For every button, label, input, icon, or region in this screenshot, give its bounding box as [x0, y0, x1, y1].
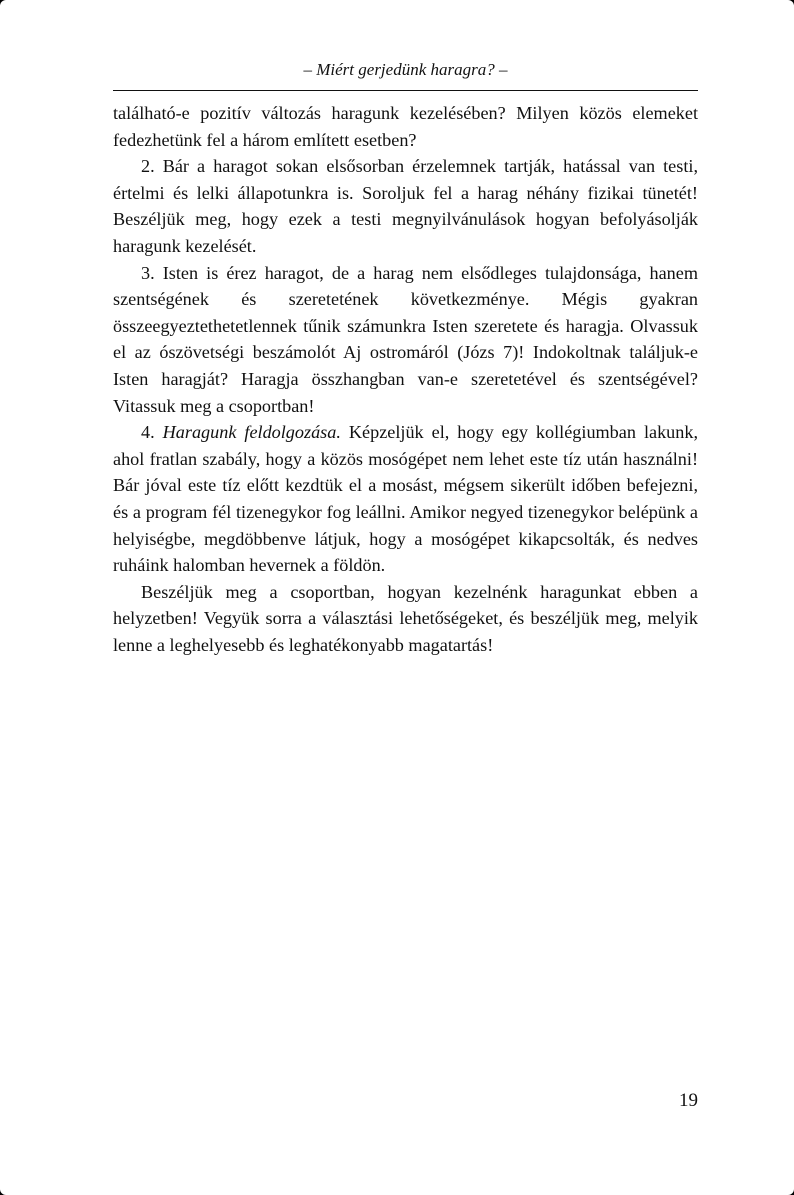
question-4-text: Képzeljük el, hogy egy kollégiumban lakunk, ahol fratlan szabály, hogy a közös mosógépet nem lehet este tíz után használni! Bár jóval este tíz előtt kezdtük el a mosást, mégsem sikerült időben befejezni, és a program fél tizenegykor fog leállni. Amikor negyed tizenegykor belépünk a helyiségbe, megdöbbenve látjuk, hogy a mosógépet kikapcsolták, és nedves ruháink halomban hevernek a földön. [113, 422, 698, 576]
paragraph-question-2: 2. Bár a haragot sokan elsősorban érzelemnek tartják, hatással van testi, értelmi és lelki állapotunkra is. Soroljuk fel a harag néhány fizikai tünetét! Beszéljük meg, hogy ezek a testi megnyilvánulások hogyan befolyásolják haragunk kezelését. [113, 156, 698, 256]
header-rule [113, 90, 698, 91]
running-head-title: – Miért gerjedünk haragra? – [303, 60, 508, 79]
paragraph-question-3: 3. Isten is érez haragot, de a harag nem elsődleges tulajdonsága, hanem szentségének és szeretetének következménye. Mégis gyakran összeegyeztethetetlennek tűnik számunkra Isten szeretete és haragja. Olvassuk el az ószövetségi beszámolót Aj ostromáról (Józs 7)! Indokoltnak találjuk-e Isten haragját? Haragja összhangban van-e szeretetével és szentségével? Vitassuk meg a csoportban! [113, 262, 698, 416]
paragraph-continuation: található-e pozitív változás haragunk kezelésében? Milyen közös elemeket fedezhetünk fel a három említett esetben? [113, 103, 698, 150]
paragraph-question-4 [113, 419, 698, 579]
question-4-title: Haragunk feldolgozása. [162, 422, 341, 443]
body-text [113, 100, 698, 658]
page-number: 19 [679, 1090, 698, 1111]
question-4-number: 4. [141, 422, 155, 443]
paragraph-discussion: Beszéljük meg a csoportban, hogyan kezelnénk haragunkat ebben a helyzetben! Vegyük sorra a választási lehetőségeket, és beszéljük meg, melyik lenne a leghelyesebb és leghatékonyabb magatartás! [113, 581, 698, 655]
